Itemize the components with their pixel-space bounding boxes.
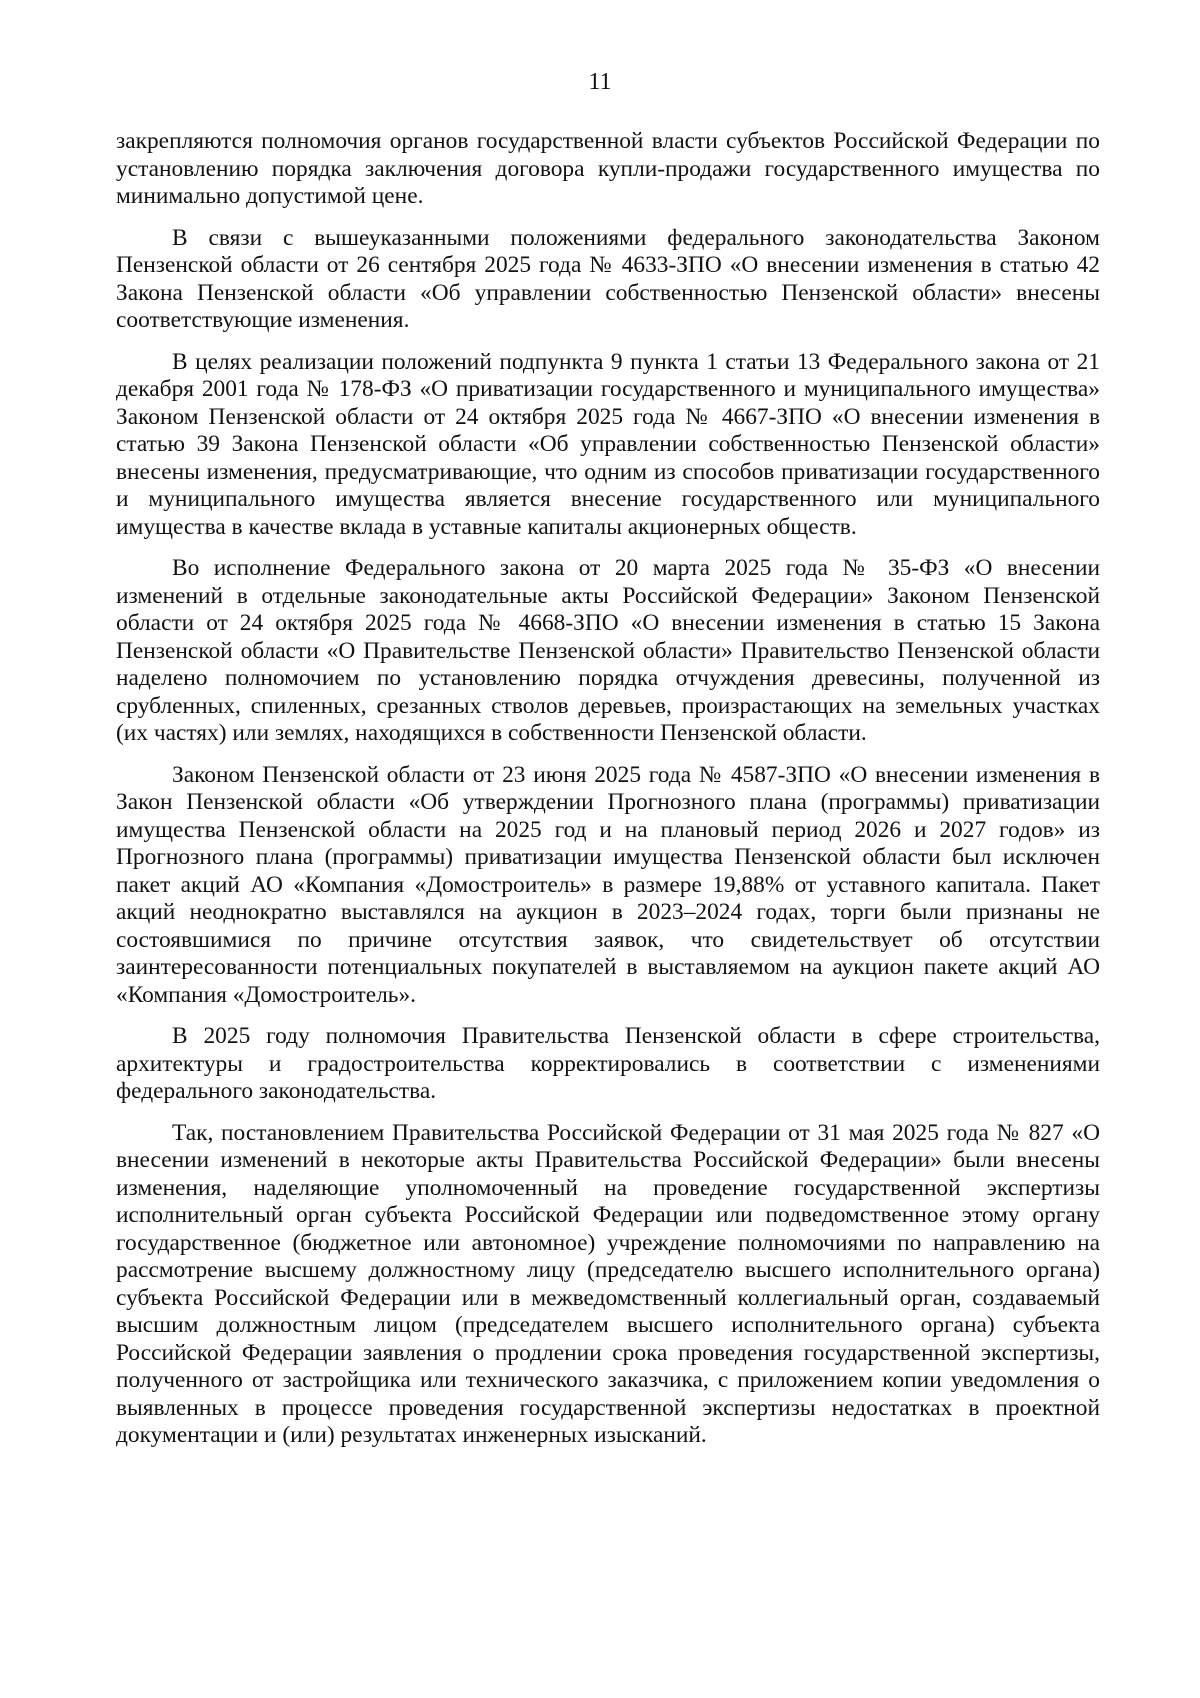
paragraph-law-4667: В целях реализации положений подпункта 9 пункта 1 статьи 13 Федерального закона от 21 декабря 2001 года № 178-ФЗ «О приватизации государственного и муниципального имущества» Законом Пензенской области от 24 октября 2025 года № 4667-ЗПО «О внесении изменения в статью 39 Закона Пензенской области «Об управлении собственностью Пензенской области» внесены изменения, предусматривающие, что одним из способов приватизации государственного и муниципального имущества является внесение государственного или муниципального имущества в качестве вклада в уставные капиталы акционерных обществ. (116, 348, 1100, 540)
paragraph-law-4633: В связи с вышеуказанными положениями федерального законодательства Законом Пензенской области от 26 сентября 2025 года № 4633-ЗПО «О внесении изменения в статью 42 Закона Пензенской области «Об управлении собственностью Пензенской области» внесены соответствующие изменения. (116, 224, 1100, 333)
paragraph-resolution-827: Так, постановлением Правительства Российской Федерации от 31 мая 2025 года № 827 «О внесении изменений в некоторые акты Правительства Российской Федерации» были внесены изменения, наделяющие уполномоченный на проведение государственной экспертизы исполнительный орган субъекта Российской Федерации или подведомственное этому органу государственное (бюджетное или автономное) учреждение полномочиями по направлению на рассмотрение высшему должностному лицу (председателю высшего исполнительного органа) субъекта Российской Федерации или в межведомственный коллегиальный орган, создаваемый высшим должностным лицом (председателем высшего исполнительного органа) субъекта Российской Федерации заявления о продлении срока проведения государственной экспертизы, полученного от застройщика или технического заказчика, с приложением копии уведомления о выявленных в процессе проведения государственной экспертизы недостатках в проектной документации и (или) результатах инженерных изысканий. (116, 1119, 1100, 1448)
paragraph-law-4668: Во исполнение Федерального закона от 20 марта 2025 года № 35-ФЗ «О внесении изменений в отдельные законодательные акты Российской Федерации» Законом Пензенской области от 24 октября 2025 года № 4668-ЗПО «О внесении изменения в статью 15 Закона Пензенской области «О Правительстве Пензенской области» Правительство Пензенской области наделено полномочием по установлению порядка отчуждения древесины, полученной из срубленных, спиленных, срезанных стволов деревьев, произрастающих на земельных участках (их частях) или землях, находящихся в собственности Пензенской области. (116, 555, 1100, 746)
paragraph-construction-powers: В 2025 году полномочия Правительства Пензенской области в сфере строительства, архитектуры и градостроительства корректировались в соответствии с изменениями федерального законодательства. (116, 1023, 1100, 1104)
paragraph-law-4587: Законом Пензенской области от 23 июня 2025 года № 4587-ЗПО «О внесении изменения в Закон Пензенской области «Об утверждении Прогнозного плана (программы) приватизации имущества Пензенской области на 2025 год и на плановый период 2026 и 2027 годов» из Прогнозного плана (программы) приватизации имущества Пензенской области был исключен пакет акций АО «Компания «Домостроитель» в размере 19,88% от уставного капитала. Пакет акций неоднократно выставлялся на аукцион в 2023–2024 годах, торги были признаны не состоявшимися по причине отсутствия заявок, что свидетельствует об отсутствии заинтересованности потенциальных покупателей в выставляемом на аукцион пакете акций АО «Компания «Домостроитель». (116, 761, 1100, 1008)
document-body (116, 128, 1100, 1464)
page-number: 11 (588, 69, 612, 95)
paragraph-continuation: закрепляются полномочия органов государственной власти субъектов Российской Федерации по установлению порядка заключения договора купли-продажи государственного имущества по минимально допустимой цене. (116, 128, 1100, 209)
